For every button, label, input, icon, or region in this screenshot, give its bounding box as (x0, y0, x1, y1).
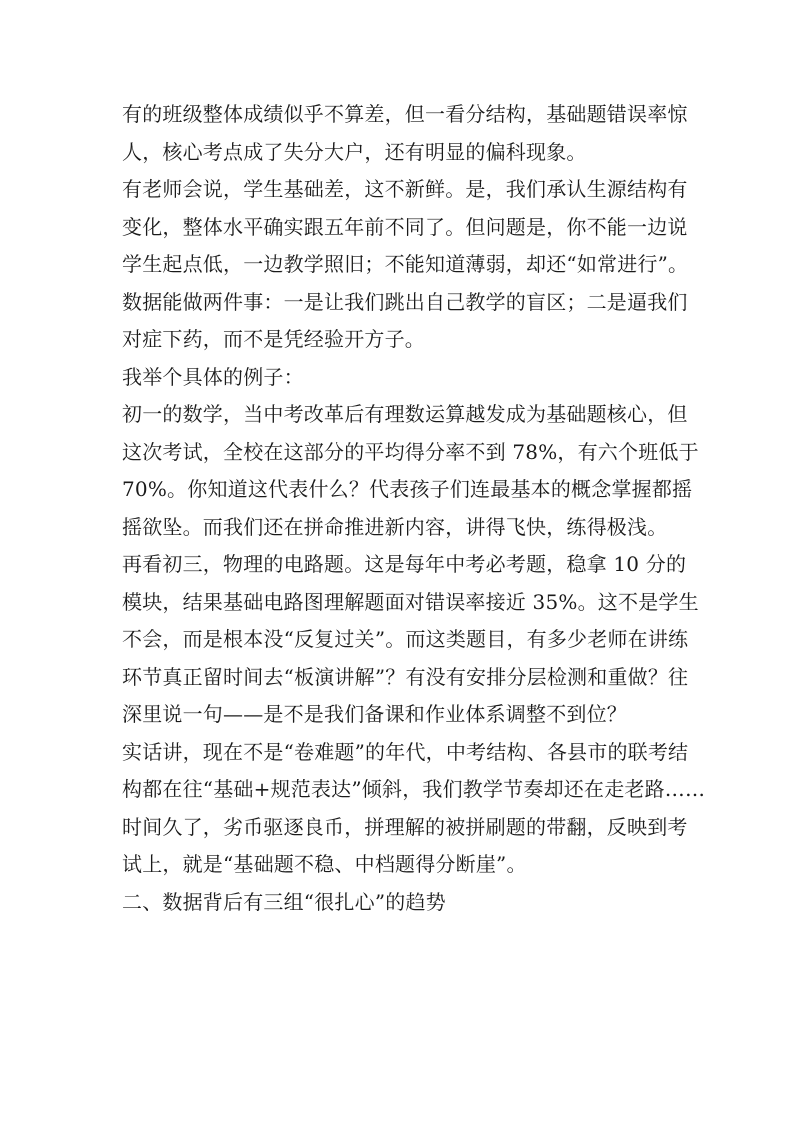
text-line: 时间久了，劣币驱逐良币，拼理解的被拼刷题的带翻，反映到考 (122, 814, 688, 839)
paragraph-4 (122, 359, 682, 397)
text-line: 我举个具体的例子： (122, 364, 304, 389)
text-line: 对症下药，而不是凭经验开方子。 (122, 327, 425, 351)
text-line: 这次考试，全校在这部分的平均得分率不到 78%，有六个班低于 (122, 439, 699, 464)
text-line: 学生起点低，一边教学照旧；不能知道薄弱，却还“如常进行”。 (122, 252, 689, 276)
paragraph-1 (122, 96, 688, 171)
text-line: 不会，而是根本没“反复过关”。而这类题目，有多少老师在讲练 (122, 627, 689, 651)
text-line: 初一的数学，当中考改革后有理数运算越发成为基础题核心，但 (122, 402, 688, 426)
paragraph-6 (122, 546, 699, 734)
text-line: 人，核心考点成了失分大户，还有明显的偏科现象。 (122, 139, 587, 164)
section-heading (122, 884, 682, 922)
paragraph-2 (122, 171, 689, 284)
text-line: 变化，整体水平确实跟五年前不同了。但问题是，你不能一边说 (122, 214, 688, 239)
text-line: 70%。你知道这代表什么？代表孩子们连最基本的概念掌握都摇 (122, 477, 693, 501)
text-line: 深里说一句——是不是我们备课和作业体系调整不到位？ (122, 702, 627, 726)
paragraph-7 (122, 734, 706, 884)
text-line: 有老师会说，学生基础差，这不新鲜。是，我们承认生源结构有 (122, 177, 688, 201)
text-line: 环节真正留时间去“板演讲解”？有没有安排分层检测和重做？往 (122, 664, 689, 689)
text-line: 有的班级整体成绩似乎不算差，但一看分结构，基础题错误率惊 (122, 102, 688, 126)
text-line: 构都在往“基础+规范表达”倾斜，我们教学节奏却还在走老路…… (122, 777, 706, 801)
text-line: 模块，结果基础电路图理解题面对错误率接近 35%。这不是学生 (122, 589, 699, 614)
text-line: 二、数据背后有三组“很扎心”的趋势 (122, 889, 446, 914)
text-line: 再看初三，物理的电路题。这是每年中考必考题，稳拿 10 分的 (122, 552, 687, 576)
text-line: 试上，就是“基础题不稳、中档题得分断崖”。 (122, 852, 527, 876)
text-line: 摇欲坠。而我们还在拼命推进新内容，讲得飞快，练得极浅。 (122, 514, 668, 539)
text-line: 实话讲，现在不是“卷难题”的年代，中考结构、各县市的联考结 (122, 739, 689, 764)
text-line: 数据能做两件事：一是让我们跳出自己教学的盲区；二是逼我们 (122, 289, 688, 314)
paragraph-5 (122, 396, 699, 546)
document-body (122, 96, 706, 921)
paragraph-3 (122, 284, 688, 359)
